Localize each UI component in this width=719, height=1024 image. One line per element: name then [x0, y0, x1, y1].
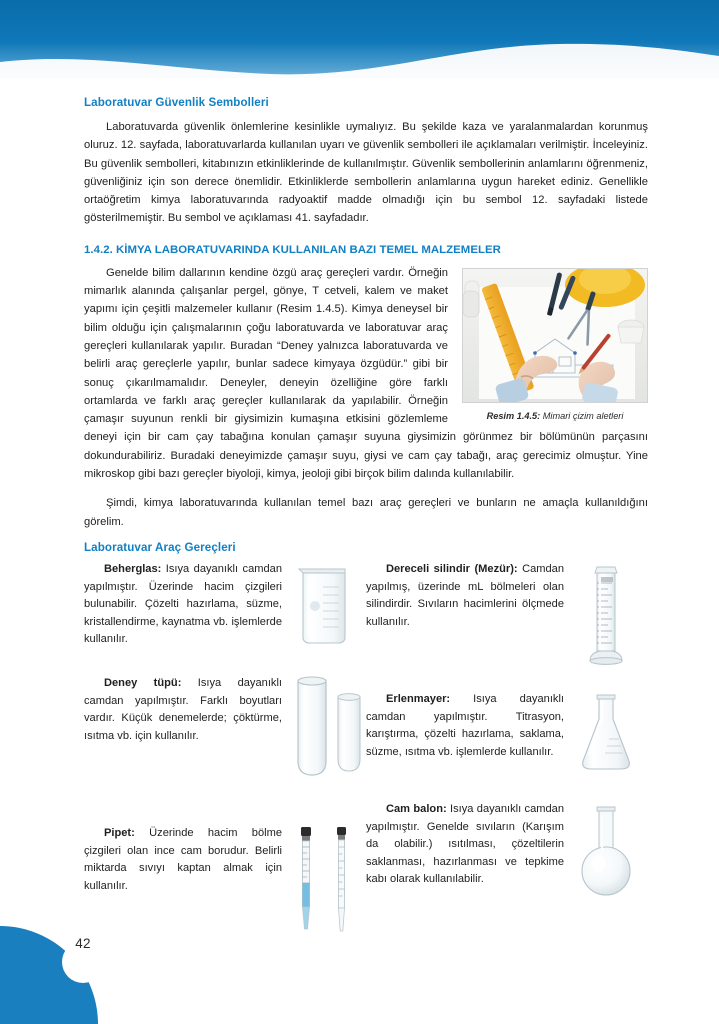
equipment-entry-name: Erlenmayer:: [386, 692, 451, 705]
equipment-entry-description: Üzerinde hacim bölme çizgileri olan ince cam borudur. Belirli miktarda sıvıyı kaptan almak için kullanılır.: [84, 826, 282, 892]
equipment-entry-deney-tupu: [84, 675, 366, 791]
equipment-entry-text: [366, 561, 564, 631]
equipment-entry-cam-balon: [366, 801, 648, 901]
equipment-entry-art: [564, 801, 648, 901]
spacer: [84, 649, 366, 675]
round-bottom-flask-icon: [577, 801, 635, 901]
paragraph-laboratory-safety: Laboratuvarda güvenlik önlemlerine kesinlikle uymalıyız. Bu şekilde kaza ve yaralanmalardan korunmuş oluruz. 12. sayfada, laboratuvarlarda kullanılan uyarı ve güvenlik sembolleri ile açıklamaları verilmiştir. İnceleyiniz. Bu güvenlik sembolleri, kitabınızın etkinliklerinde de kullanılmıştır. Güvenlik sembollerinin anlamlarını öğrenmeniz, güvenliğiniz için son derece önemlidir. Etkinliklerde sembollerin anlamlarına uygun hareket ediniz. Genellikle ortaöğretim kimya laboratuvarında radyoaktif madde olmadığı için bu sembol 12. sayfadaki listede gösterilmemiştir. Bu sembol ve açıklaması 41. sayfadadır.: [84, 121, 648, 225]
equipment-entry-text: [84, 675, 282, 745]
figure-caption: [462, 410, 648, 422]
equipment-entry-art: [564, 691, 648, 775]
heading-laboratory-safety-symbols: Laboratuvar Güvenlik Sembolleri: [84, 96, 269, 109]
equipment-entry-art: [282, 561, 366, 647]
equipment-entry-name: Pipet:: [104, 826, 135, 839]
equipment-entry-name: Deney tüpü:: [104, 676, 182, 689]
figure-caption-text: Mimari çizim aletleri: [540, 410, 624, 421]
header-wave-banner: [0, 0, 719, 92]
equipment-column-right: [366, 561, 648, 937]
equipment-entry-name: Beherglas:: [104, 562, 162, 575]
equipment-entry-text: [366, 691, 564, 761]
spacer: [366, 775, 648, 801]
equipment-entry-description: Isıya dayanıklı camdan yapılmıştır. Titrasyon, karıştırma, çözelti hazırlama, saklama, süzme, ısıtma vb. işlemlerde kullanılır.: [366, 692, 564, 758]
equipment-entry-erlenmayer: [366, 691, 648, 775]
paragraph-materials-outro: Şimdi, kimya laboratuvarında kullanılan temel bazı araç gereçleri ve bunların ne amaçla kullanıldığını görelim.: [84, 497, 648, 528]
equipment-entry-dereceli-silindir: [366, 561, 648, 665]
paragraph-materials-intro: Genelde bilim dallarının kendine özgü araç gereçleri vardır. Örneğin mimarlık alanında çalışanlar pergel, gönye, T cetveli, kalem ve maket yapımı için çeşitli malzemeler kullanır (Resim 1.4.5). Kimya deneysel bir bilim olduğu için çalışmalarının çoğu laboratuvarda ve laboratuvar araç gereçleri kullanılarak yapılır. Buradan “Deney yalnızca laboratuvarda ve belirli araç gereçlerle yapılır, bunlar sadece kimyaya özgüdür.” gibi bir sonuç çıkarılmamalıdır. Deneyler, deneyin özelliğine göre farklı ortamlarda ve farklı araç gereçler kullanılarak da yapılabilir. Örneğin çamaşır suyunun renkli bir giysimizin kumaşına etkisini gözlemleme deneyi için bir cam çay tabağına konulan çamaşır suyuna giysimizin görünmez bir bölümünün parçasını dokundurabiliriz. Buradaki deneyimizde çamaşır suyu, giysi ve cam çay tabağı, araç gerecimiz olmuştur. Yine mikroskop gibi bazı gereçler biyoloji, kimya, jeoloji gibi birçok bilim dalında kullanılabilir.: [84, 266, 648, 481]
page-number: 42: [75, 935, 91, 951]
equipment-entry-description: Isıya dayanıklı camdan yapılmıştır. Genelde sıvıların (Karışım da olabilir.) ısıtılması, çözeltilerin saklanması, hazırlanması ve tepkime kabı olarak kullanılabilir.: [366, 802, 565, 886]
equipment-section: [84, 541, 648, 937]
equipment-entry-text: [84, 561, 282, 649]
spacer: [366, 665, 648, 691]
equipment-column-left: [84, 561, 366, 937]
test-tubes-icon: [284, 675, 364, 791]
equipment-entry-description: Camdan yapılmış, üzerinde mL bölmeleri olan silindirdir. Sıvıların hacimlerini ölçmede kullanılır.: [366, 562, 565, 628]
equipment-entry-text: [84, 825, 282, 895]
architectural-drawing-tools-photo: [462, 268, 648, 403]
footer-corner-decoration: [0, 904, 160, 1024]
equipment-entry-name: Cam balon:: [386, 802, 447, 815]
equipment-entry-description: Isıya dayanıklı camdan yapılmıştır. Farklı boyutları vardır. Küçük denemelerde; çöktürme, ısıtma vb. için kullanılır.: [84, 676, 282, 742]
spacer: [84, 791, 366, 825]
figure-resim-145: [462, 268, 648, 422]
equipment-entry-name: Dereceli silindir (Mezür):: [386, 562, 518, 575]
page-content: [84, 96, 648, 937]
heading-laboratory-equipment: Laboratuvar Araç Gereçleri: [84, 540, 236, 554]
figure-caption-label: Resim 1.4.5:: [486, 410, 541, 421]
equipment-entry-text: [366, 801, 564, 889]
heading-section-142: 1.4.2. KİMYA LABORATUVARINDA KULLANILAN BAZI TEMEL MALZEMELER: [84, 243, 501, 256]
beaker-icon: [293, 561, 355, 647]
equipment-entry-art: [564, 561, 648, 665]
spacer: [84, 230, 648, 244]
erlenmeyer-flask-icon: [575, 691, 637, 775]
equipment-entry-beherglas: [84, 561, 366, 649]
equipment-entry-art: [282, 675, 366, 791]
equipment-entry-description: Isıya dayanıklı camdan yapılmıştır. Üzerinde hacim çizgileri bulunabilir. Çözelti hazırlama, süzme, kristallendirme, kaynatma vb. işlemlerde kullanılır.: [84, 562, 282, 646]
pipettes-icon: [285, 825, 363, 937]
equipment-entry-art: [282, 825, 366, 937]
graduated-cylinder-icon: [584, 561, 628, 665]
